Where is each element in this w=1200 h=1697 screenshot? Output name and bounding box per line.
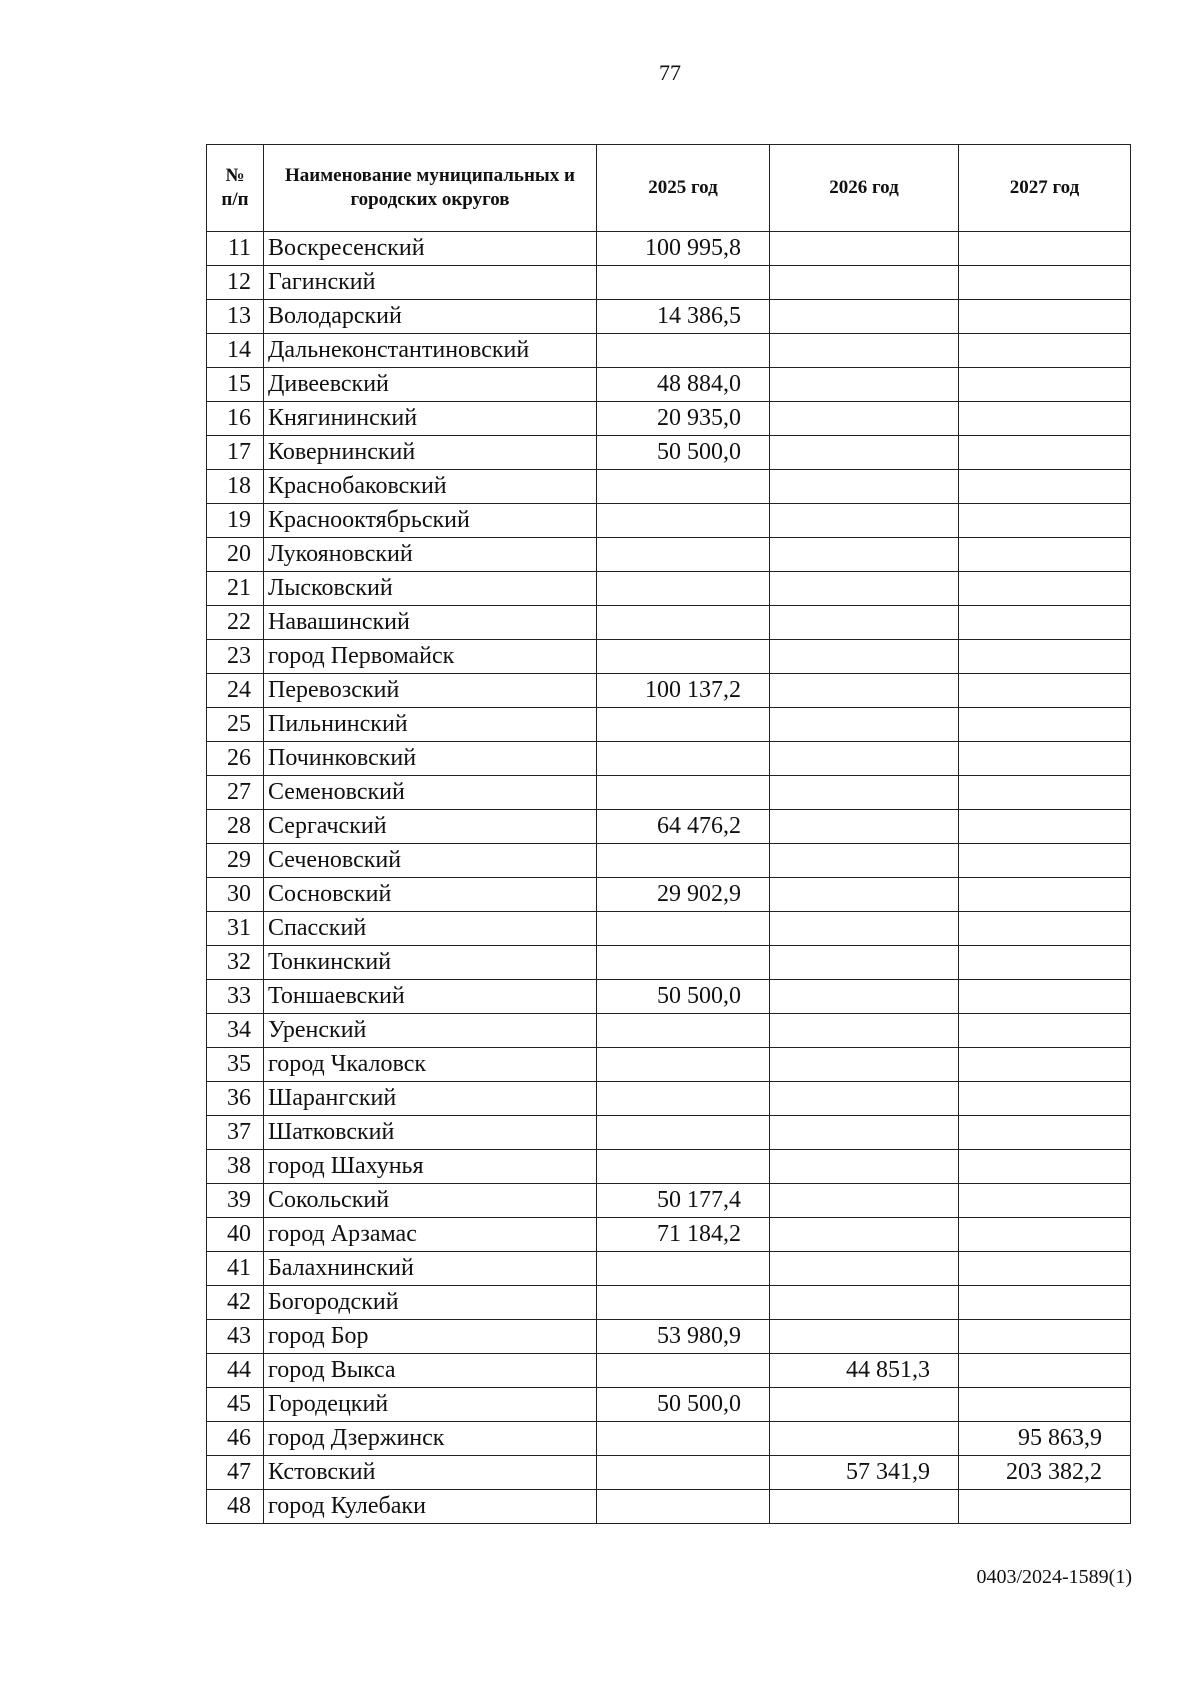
value-2026-cell: [770, 1014, 959, 1048]
value-2025-cell: 14 386,5: [597, 300, 770, 334]
value-2027-cell: [959, 470, 1131, 504]
table-row: [207, 1014, 1131, 1048]
value-2026-cell: 57 341,9: [770, 1456, 959, 1490]
table-row: [207, 1456, 1131, 1490]
table-row: [207, 674, 1131, 708]
municipality-name-cell: Тонкинский: [264, 946, 597, 980]
value-2025-cell: [597, 776, 770, 810]
row-number-cell: 31: [207, 912, 264, 946]
value-2025-cell: [597, 1048, 770, 1082]
value-2027-cell: [959, 232, 1131, 266]
value-2027-cell: [959, 606, 1131, 640]
municipality-name-cell: Городецкий: [264, 1388, 597, 1422]
row-number-cell: 42: [207, 1286, 264, 1320]
row-number-cell: 41: [207, 1252, 264, 1286]
municipality-name-cell: Перевозский: [264, 674, 597, 708]
table-row: [207, 1490, 1131, 1524]
value-2025-cell: [597, 504, 770, 538]
table-row: [207, 912, 1131, 946]
row-number-cell: 26: [207, 742, 264, 776]
row-number-cell: 38: [207, 1150, 264, 1184]
value-2025-cell: 20 935,0: [597, 402, 770, 436]
header-name: Наименование муниципальных и городских округов: [264, 145, 597, 232]
row-number-cell: 19: [207, 504, 264, 538]
municipality-name-cell: Володарский: [264, 300, 597, 334]
value-2027-cell: [959, 334, 1131, 368]
table-row: [207, 1116, 1131, 1150]
table-row: [207, 368, 1131, 402]
value-2026-cell: [770, 504, 959, 538]
municipality-name-cell: Сергачский: [264, 810, 597, 844]
value-2025-cell: 29 902,9: [597, 878, 770, 912]
municipality-name-cell: Спасский: [264, 912, 597, 946]
value-2027-cell: [959, 402, 1131, 436]
value-2027-cell: 203 382,2: [959, 1456, 1131, 1490]
document-code: 0403/2024-1589(1): [976, 1566, 1132, 1588]
table-row: [207, 504, 1131, 538]
municipality-name-cell: Лысковский: [264, 572, 597, 606]
row-number-cell: 18: [207, 470, 264, 504]
row-number-cell: 48: [207, 1490, 264, 1524]
value-2026-cell: [770, 674, 959, 708]
value-2025-cell: [597, 844, 770, 878]
table-row: [207, 1048, 1131, 1082]
value-2027-cell: [959, 708, 1131, 742]
value-2027-cell: [959, 266, 1131, 300]
value-2026-cell: [770, 538, 959, 572]
value-2027-cell: [959, 912, 1131, 946]
value-2026-cell: [770, 606, 959, 640]
row-number-cell: 22: [207, 606, 264, 640]
table-row: [207, 266, 1131, 300]
value-2027-cell: [959, 946, 1131, 980]
value-2026-cell: [770, 572, 959, 606]
value-2027-cell: [959, 1150, 1131, 1184]
value-2026-cell: [770, 1048, 959, 1082]
row-number-cell: 34: [207, 1014, 264, 1048]
row-number-cell: 20: [207, 538, 264, 572]
municipality-name-cell: Навашинский: [264, 606, 597, 640]
row-number-cell: 30: [207, 878, 264, 912]
value-2025-cell: [597, 1354, 770, 1388]
value-2025-cell: 53 980,9: [597, 1320, 770, 1354]
table-row: [207, 300, 1131, 334]
header-2026: 2026 год: [770, 145, 959, 232]
value-2025-cell: [597, 708, 770, 742]
municipality-name-cell: Княгининский: [264, 402, 597, 436]
table-row: [207, 1354, 1131, 1388]
value-2026-cell: [770, 1286, 959, 1320]
value-2025-cell: [597, 538, 770, 572]
table-row: [207, 470, 1131, 504]
value-2027-cell: [959, 1116, 1131, 1150]
table-row: [207, 980, 1131, 1014]
row-number-cell: 16: [207, 402, 264, 436]
value-2025-cell: [597, 1252, 770, 1286]
row-number-cell: 12: [207, 266, 264, 300]
header-2027: 2027 год: [959, 145, 1131, 232]
row-number-cell: 40: [207, 1218, 264, 1252]
table-row: [207, 436, 1131, 470]
value-2026-cell: [770, 470, 959, 504]
value-2027-cell: [959, 878, 1131, 912]
row-number-cell: 47: [207, 1456, 264, 1490]
value-2027-cell: [959, 810, 1131, 844]
row-number-cell: 44: [207, 1354, 264, 1388]
municipality-name-cell: Краснобаковский: [264, 470, 597, 504]
table-row: [207, 1320, 1131, 1354]
table-row: [207, 1388, 1131, 1422]
value-2025-cell: [597, 1082, 770, 1116]
table-body: [207, 232, 1131, 1524]
value-2025-cell: [597, 572, 770, 606]
value-2027-cell: [959, 1014, 1131, 1048]
table-row: [207, 776, 1131, 810]
value-2026-cell: [770, 1320, 959, 1354]
row-number-cell: 43: [207, 1320, 264, 1354]
municipality-name-cell: Починковский: [264, 742, 597, 776]
municipality-name-cell: Сеченовский: [264, 844, 597, 878]
value-2026-cell: [770, 300, 959, 334]
municipality-name-cell: Кстовский: [264, 1456, 597, 1490]
value-2027-cell: [959, 1320, 1131, 1354]
value-2026-cell: [770, 742, 959, 776]
table-header-row: [207, 145, 1131, 232]
value-2025-cell: [597, 946, 770, 980]
table-row: [207, 1218, 1131, 1252]
value-2026-cell: [770, 912, 959, 946]
row-number-cell: 17: [207, 436, 264, 470]
municipality-name-cell: Сокольский: [264, 1184, 597, 1218]
value-2025-cell: [597, 606, 770, 640]
value-2027-cell: [959, 1184, 1131, 1218]
municipality-name-cell: город Дзержинск: [264, 1422, 597, 1456]
value-2025-cell: [597, 1014, 770, 1048]
row-number-cell: 27: [207, 776, 264, 810]
value-2025-cell: [597, 1150, 770, 1184]
row-number-cell: 25: [207, 708, 264, 742]
value-2026-cell: [770, 1218, 959, 1252]
municipality-name-cell: город Бор: [264, 1320, 597, 1354]
value-2025-cell: [597, 1456, 770, 1490]
table-row: [207, 640, 1131, 674]
value-2027-cell: [959, 368, 1131, 402]
municipality-name-cell: город Выкса: [264, 1354, 597, 1388]
value-2027-cell: [959, 674, 1131, 708]
value-2025-cell: 100 995,8: [597, 232, 770, 266]
value-2027-cell: [959, 1252, 1131, 1286]
value-2027-cell: [959, 1218, 1131, 1252]
value-2025-cell: [597, 266, 770, 300]
value-2027-cell: [959, 742, 1131, 776]
value-2027-cell: [959, 844, 1131, 878]
value-2025-cell: [597, 640, 770, 674]
table-row: [207, 1422, 1131, 1456]
value-2027-cell: [959, 640, 1131, 674]
value-2025-cell: 48 884,0: [597, 368, 770, 402]
value-2025-cell: 50 500,0: [597, 1388, 770, 1422]
table-row: [207, 1286, 1131, 1320]
value-2026-cell: [770, 334, 959, 368]
value-2026-cell: [770, 266, 959, 300]
table-row: [207, 334, 1131, 368]
table-row: [207, 708, 1131, 742]
value-2025-cell: 50 177,4: [597, 1184, 770, 1218]
table-row: [207, 878, 1131, 912]
row-number-cell: 11: [207, 232, 264, 266]
value-2026-cell: [770, 1184, 959, 1218]
municipality-name-cell: Пильнинский: [264, 708, 597, 742]
row-number-cell: 13: [207, 300, 264, 334]
value-2027-cell: [959, 300, 1131, 334]
value-2025-cell: [597, 1116, 770, 1150]
value-2026-cell: [770, 640, 959, 674]
table-row: [207, 1150, 1131, 1184]
value-2026-cell: [770, 980, 959, 1014]
municipality-name-cell: Уренский: [264, 1014, 597, 1048]
table-row: [207, 946, 1131, 980]
value-2025-cell: 64 476,2: [597, 810, 770, 844]
row-number-cell: 39: [207, 1184, 264, 1218]
row-number-cell: 28: [207, 810, 264, 844]
value-2027-cell: [959, 776, 1131, 810]
value-2026-cell: [770, 1490, 959, 1524]
value-2026-cell: [770, 844, 959, 878]
row-number-cell: 29: [207, 844, 264, 878]
row-number-cell: 32: [207, 946, 264, 980]
row-number-cell: 14: [207, 334, 264, 368]
row-number-cell: 23: [207, 640, 264, 674]
row-number-cell: 46: [207, 1422, 264, 1456]
table-row: [207, 1252, 1131, 1286]
value-2025-cell: 50 500,0: [597, 436, 770, 470]
value-2026-cell: [770, 708, 959, 742]
table-row: [207, 538, 1131, 572]
allocation-table: [206, 144, 1131, 1524]
municipality-name-cell: город Кулебаки: [264, 1490, 597, 1524]
header-2025: 2025 год: [597, 145, 770, 232]
value-2027-cell: [959, 572, 1131, 606]
value-2026-cell: [770, 368, 959, 402]
header-num: № п/п: [207, 145, 264, 232]
row-number-cell: 21: [207, 572, 264, 606]
municipality-name-cell: Богородский: [264, 1286, 597, 1320]
municipality-name-cell: город Первомайск: [264, 640, 597, 674]
municipality-name-cell: город Арзамас: [264, 1218, 597, 1252]
value-2026-cell: [770, 436, 959, 470]
value-2027-cell: [959, 1388, 1131, 1422]
value-2027-cell: [959, 980, 1131, 1014]
value-2026-cell: 44 851,3: [770, 1354, 959, 1388]
value-2025-cell: [597, 1422, 770, 1456]
table-row: [207, 810, 1131, 844]
municipality-name-cell: Тоншаевский: [264, 980, 597, 1014]
table-row: [207, 1082, 1131, 1116]
value-2025-cell: [597, 334, 770, 368]
table-row: [207, 402, 1131, 436]
value-2026-cell: [770, 946, 959, 980]
value-2027-cell: 95 863,9: [959, 1422, 1131, 1456]
row-number-cell: 36: [207, 1082, 264, 1116]
value-2027-cell: [959, 504, 1131, 538]
value-2027-cell: [959, 1048, 1131, 1082]
table-row: [207, 1184, 1131, 1218]
municipality-name-cell: Балахнинский: [264, 1252, 597, 1286]
table-row: [207, 572, 1131, 606]
row-number-cell: 45: [207, 1388, 264, 1422]
value-2025-cell: 71 184,2: [597, 1218, 770, 1252]
municipality-name-cell: Гагинский: [264, 266, 597, 300]
page-number: 77: [659, 60, 681, 85]
municipality-name-cell: Шатковский: [264, 1116, 597, 1150]
table-row: [207, 844, 1131, 878]
value-2027-cell: [959, 1354, 1131, 1388]
municipality-name-cell: Дивеевский: [264, 368, 597, 402]
value-2026-cell: [770, 1082, 959, 1116]
value-2026-cell: [770, 1116, 959, 1150]
municipality-name-cell: Ковернинский: [264, 436, 597, 470]
value-2026-cell: [770, 810, 959, 844]
value-2027-cell: [959, 538, 1131, 572]
value-2026-cell: [770, 1252, 959, 1286]
value-2025-cell: [597, 1490, 770, 1524]
value-2025-cell: [597, 1286, 770, 1320]
municipality-name-cell: Лукояновский: [264, 538, 597, 572]
value-2027-cell: [959, 1490, 1131, 1524]
value-2026-cell: [770, 776, 959, 810]
row-number-cell: 33: [207, 980, 264, 1014]
row-number-cell: 37: [207, 1116, 264, 1150]
municipality-name-cell: город Шахунья: [264, 1150, 597, 1184]
row-number-cell: 15: [207, 368, 264, 402]
row-number-cell: 35: [207, 1048, 264, 1082]
value-2025-cell: [597, 742, 770, 776]
value-2026-cell: [770, 1422, 959, 1456]
municipality-name-cell: Воскресенский: [264, 232, 597, 266]
value-2027-cell: [959, 1286, 1131, 1320]
value-2025-cell: 100 137,2: [597, 674, 770, 708]
municipality-name-cell: Краснооктябрьский: [264, 504, 597, 538]
value-2026-cell: [770, 402, 959, 436]
municipality-name-cell: Шарангский: [264, 1082, 597, 1116]
municipality-name-cell: город Чкаловск: [264, 1048, 597, 1082]
value-2026-cell: [770, 232, 959, 266]
value-2026-cell: [770, 878, 959, 912]
table-row: [207, 742, 1131, 776]
table-row: [207, 606, 1131, 640]
value-2025-cell: [597, 912, 770, 946]
value-2027-cell: [959, 436, 1131, 470]
value-2026-cell: [770, 1388, 959, 1422]
row-number-cell: 24: [207, 674, 264, 708]
municipality-name-cell: Семеновский: [264, 776, 597, 810]
value-2025-cell: 50 500,0: [597, 980, 770, 1014]
value-2025-cell: [597, 470, 770, 504]
value-2026-cell: [770, 1150, 959, 1184]
value-2027-cell: [959, 1082, 1131, 1116]
municipality-name-cell: Дальнеконстантиновский: [264, 334, 597, 368]
table-row: [207, 232, 1131, 266]
municipality-name-cell: Сосновский: [264, 878, 597, 912]
